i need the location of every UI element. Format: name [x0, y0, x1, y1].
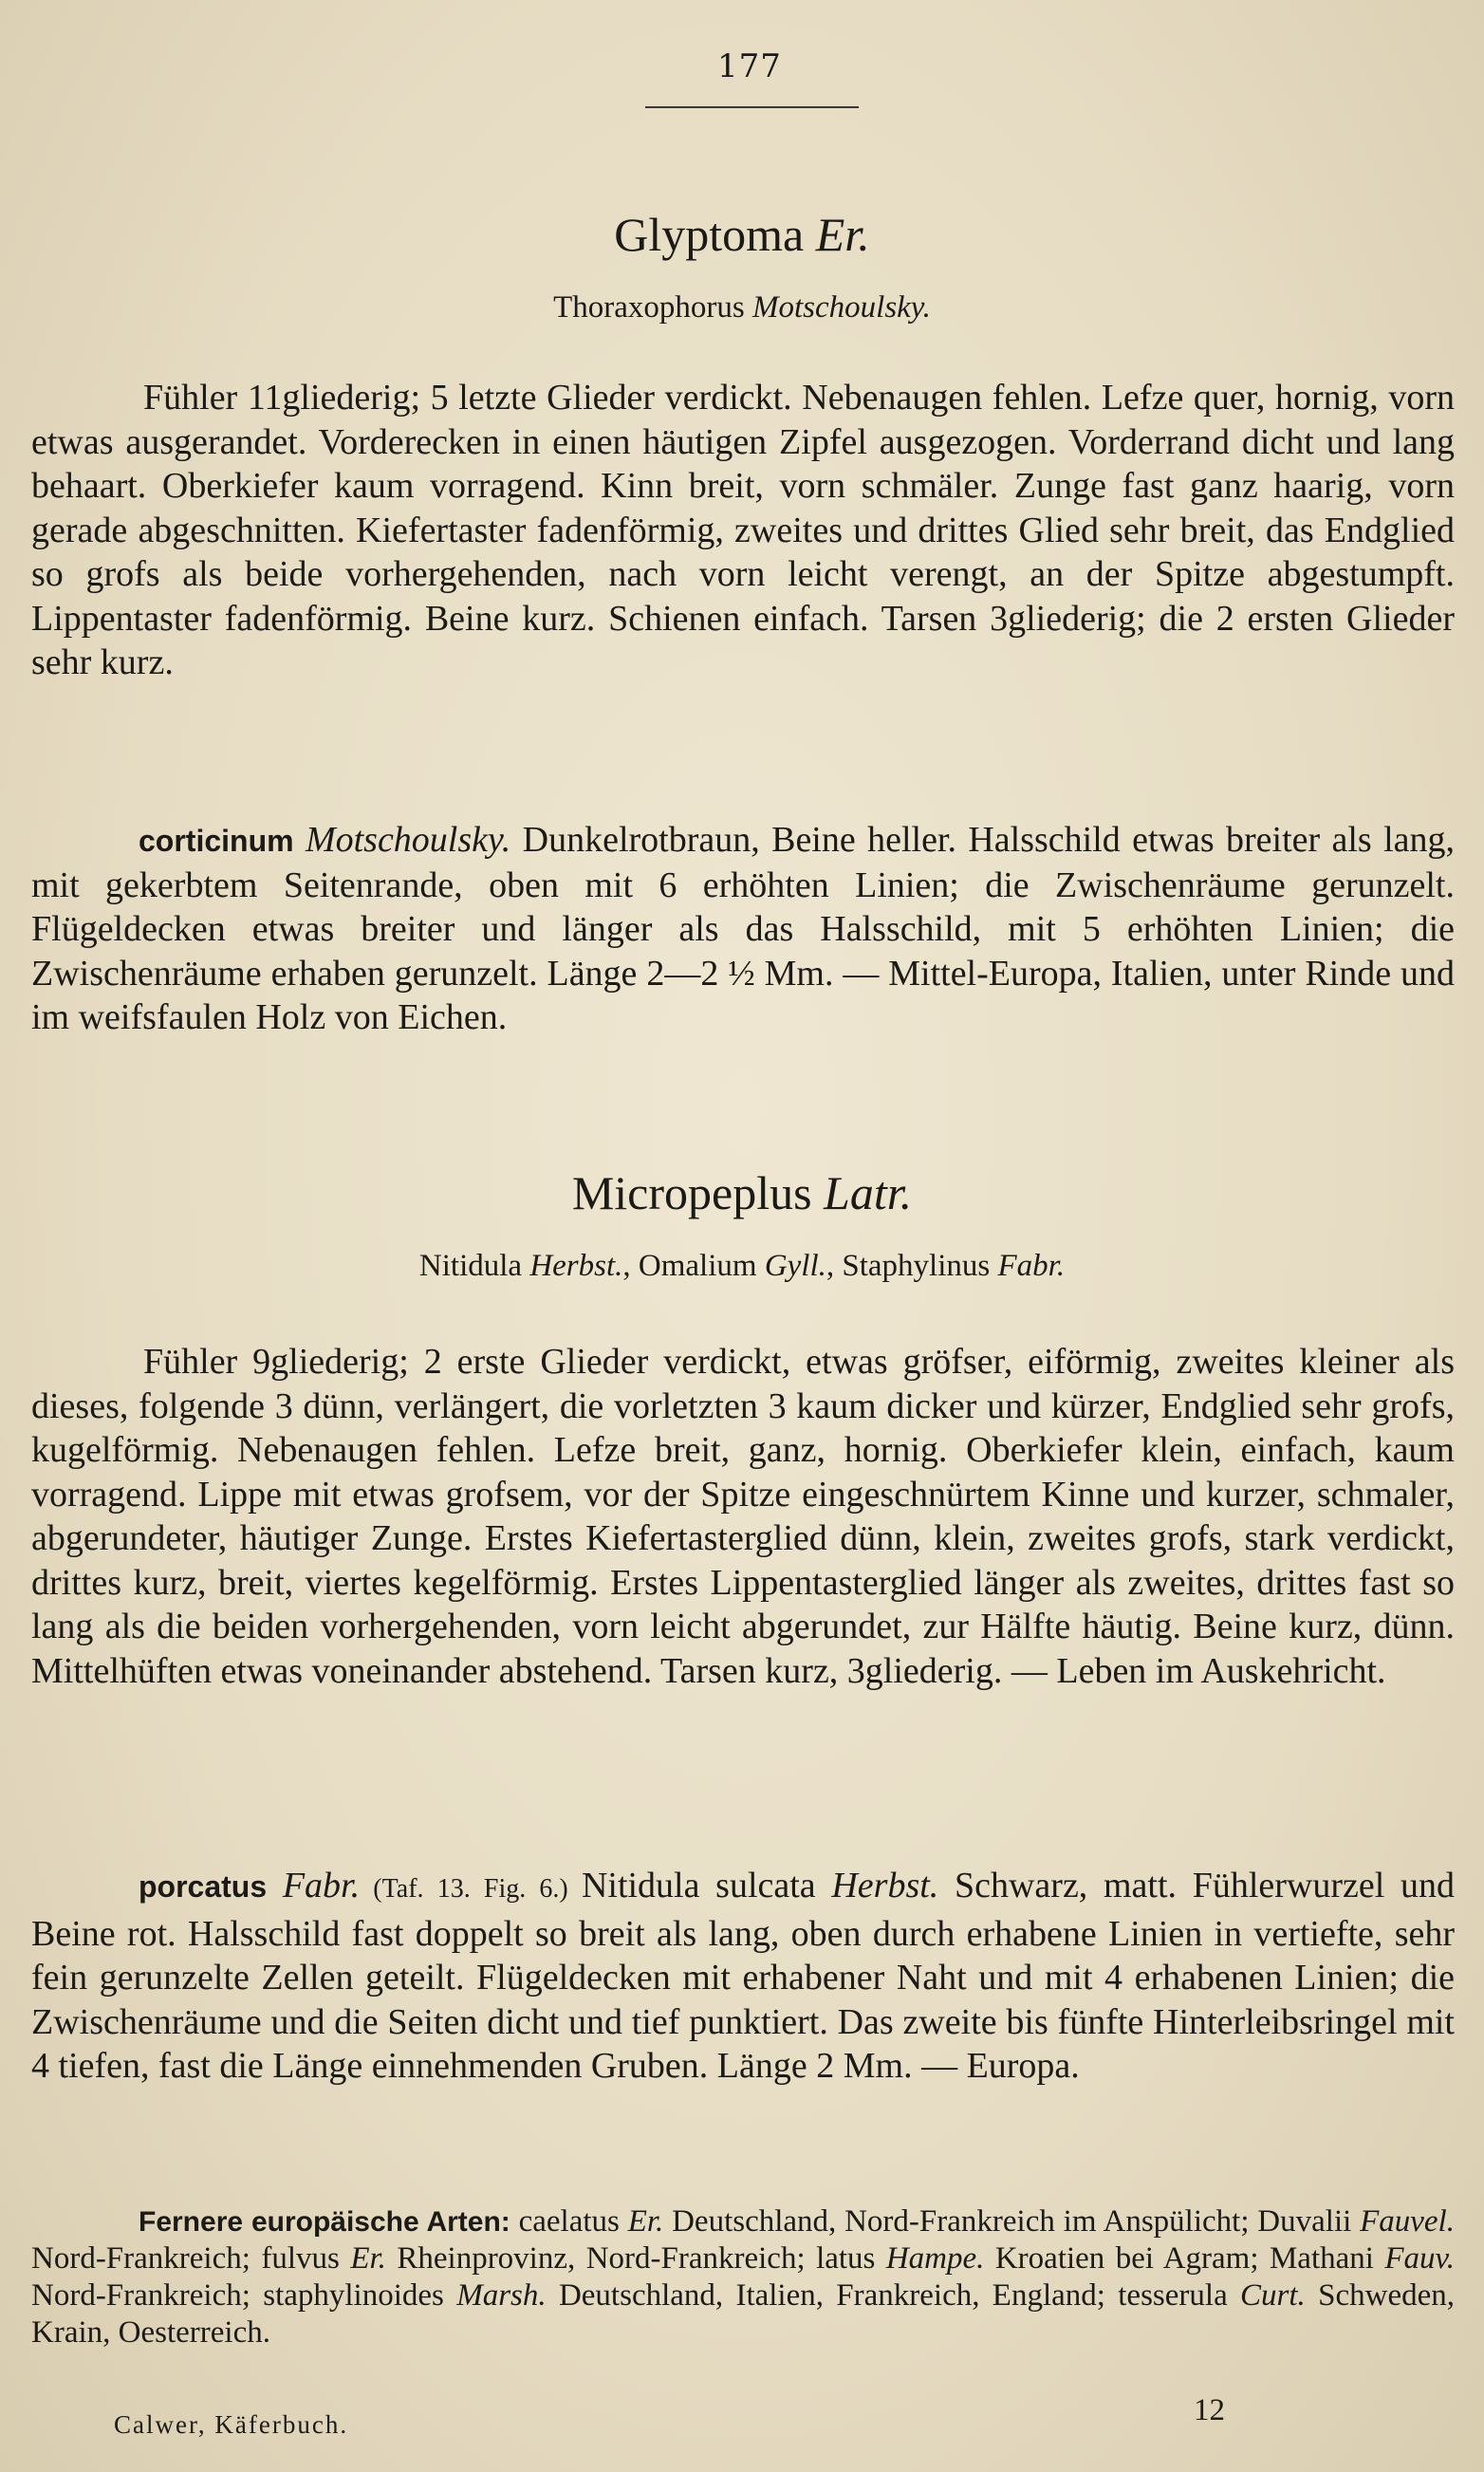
synonym-line — [0, 1249, 1484, 1284]
species-author: Fabr. — [282, 1866, 361, 1905]
species-list-text: Kroatien bei Agram; Mathani — [984, 2241, 1385, 2276]
species-author: Hampe. — [885, 2241, 985, 2276]
species-list-text: Nord-Frankreich; fulvus — [31, 2241, 351, 2276]
genus-name: Glyptoma — [614, 208, 805, 261]
genus-description: Fühler 9gliederig; 2 erste Glieder verdickt, etwas gröfser, eiförmig, zweites kleiner als dieses, folgende 3 dünn, verlängert, die vorletzten 3 kaum dicker und kürzer, Endglied sehr grofs, kugelförmig. Nebenaugen fehlen. Lefze breit, ganz, hornig. Oberkiefer klein, einfach, kaum vorragend. Lippe mit etwas grofsem, vor der Spitze eingeschnürtem Kinne und kurzer, schmaler, abgerundeter, häutiger Zunge. Erstes Kiefertasterglied dünn, klein, zweites grofs, stark verdickt, drittes kurz, breit, viertes kegelförmig. Erstes Lippentasterglied länger als zweites, drittes fast so lang als die beiden vorhergehenden, vorn leicht abgerundet, zur Hälfte häutig. Beine kurz, dünn. Mittelhüften etwas voneinander abstehend. Tarsen kurz, 3gliederig. — Leben im Auskehricht. — [31, 1342, 1455, 1691]
synonym-text: Nitidula — [418, 1249, 530, 1283]
synonym-author: Motschoulsky. — [752, 290, 931, 325]
genus-name: Micropeplus — [571, 1166, 812, 1219]
species-list-text: caelatus — [510, 2204, 628, 2239]
species-author: Marsh. — [456, 2278, 547, 2313]
plate-reference: (Taf. 13. Fig. 6.) — [360, 1874, 582, 1904]
species-list-text: Rheinprovinz, Nord-Frankreich; latus — [385, 2241, 886, 2276]
species-text: Dunkelrotbraun, Beine heller. Halsschild etwas breiter als lang, mit gekerbtem Seitenrande, oben mit 6 erhöhten Linien; die Zwischenräume gerunzelt. Flügeldecken etwas breiter und länger als das Halsschild, mit 5 erhöhten Linien; die Zwischenräume erhaben gerunzelt. Länge 2—2 ½ Mm. — Mittel-Europa, Italien, unter Rinde und im weifsfaulen Holz von Eichen. — [31, 820, 1455, 1037]
synonym-text: , Omalium — [622, 1249, 765, 1283]
genus-author: Er. — [815, 208, 870, 261]
synonym-author: Gyll. — [764, 1249, 826, 1283]
species-author: Curt. — [1240, 2278, 1306, 2313]
footer-book-title: Calwer, Käferbuch. — [114, 2410, 349, 2439]
synonym-text: , Staphylinus — [825, 1249, 998, 1283]
species-author: Fauvel. — [1360, 2204, 1455, 2239]
species-author: Er. — [350, 2241, 386, 2276]
species-list-text: Schweden, Krain, Oesterreich. — [31, 2278, 1455, 2350]
genus-heading-glyptoma — [0, 207, 1484, 262]
other-species-paragraph — [31, 2203, 1455, 2351]
species-synonym-author: Herbst. — [831, 1866, 939, 1905]
page-number: 177 — [717, 47, 782, 85]
genus-author: Latr. — [824, 1166, 913, 1219]
genus-description: Fühler 11gliederig; 5 letzte Glieder verdickt. Nebenaugen fehlen. Lefze quer, hornig, vorn etwas ausgerandet. Vorderecken in einen häutigen Zipfel ausgezogen. Vorderrand dicht und lang behaart. Oberkiefer kaum vorragend. Kinn breit, vorn schmäler. Zunge fast ganz haarig, vorn gerade abgeschnitten. Kiefertaster fadenförmig, zweites und drittes Glied sehr breit, das Endglied so grofs als beide vorhergehenden, nach vorn leicht verengt, an der Spitze abgestumpft. Lippentaster fadenförmig. Beine kurz. Schienen einfach. Tarsen 3gliederig; die 2 ersten Glieder sehr kurz. — [31, 378, 1455, 682]
header-rule — [645, 106, 859, 108]
synonym-author: Fabr. — [997, 1249, 1066, 1283]
species-author: Er. — [627, 2204, 664, 2239]
species-text: Schwarz, matt. Fühlerwurzel und Beine rot. Halsschild fast doppelt so breit als lang, oben durch erhabene Linien in vertiefte, sehr fein gerunzelte Zellen geteilt. Flügeldecken mit erhabener Naht und mit 4 erhabenen Linien; die Zwischenräume und die Seiten dicht und tief punktiert. Das zweite bis fünfte Hinterleibsringel mit 4 tiefen, fast die Länge einnehmenden Gruben. Länge 2 Mm. — Europa. — [31, 1866, 1455, 2086]
species-author: Fauv. — [1384, 2241, 1455, 2276]
species-list-text: Nord-Frankreich; staphylinoides — [31, 2278, 457, 2313]
species-entry-corticinum — [31, 818, 1455, 1040]
synonym-text: Thoraxophorus — [553, 290, 752, 325]
footer-signature-number: 12 — [1194, 2393, 1225, 2427]
species-name: porcatus — [139, 1869, 268, 1904]
species-synonym: Nitidula sulcata — [581, 1866, 832, 1905]
synonym-author: Herbst. — [529, 1249, 623, 1283]
species-name: corticinum — [139, 824, 294, 858]
species-list-text: Deutschland, Nord-Frankreich im Anspülicht; Duvalii — [663, 2204, 1361, 2239]
synonym-line — [0, 290, 1484, 325]
genus-heading-micropeplus — [0, 1165, 1484, 1220]
species-author: Motschoulsky. — [305, 820, 511, 860]
species-list-text: Deutschland, Italien, Frankreich, England; tesserula — [546, 2278, 1241, 2313]
other-species-label: Fernere europäische Arten: — [139, 2206, 510, 2238]
species-entry-porcatus — [31, 1864, 1455, 2089]
